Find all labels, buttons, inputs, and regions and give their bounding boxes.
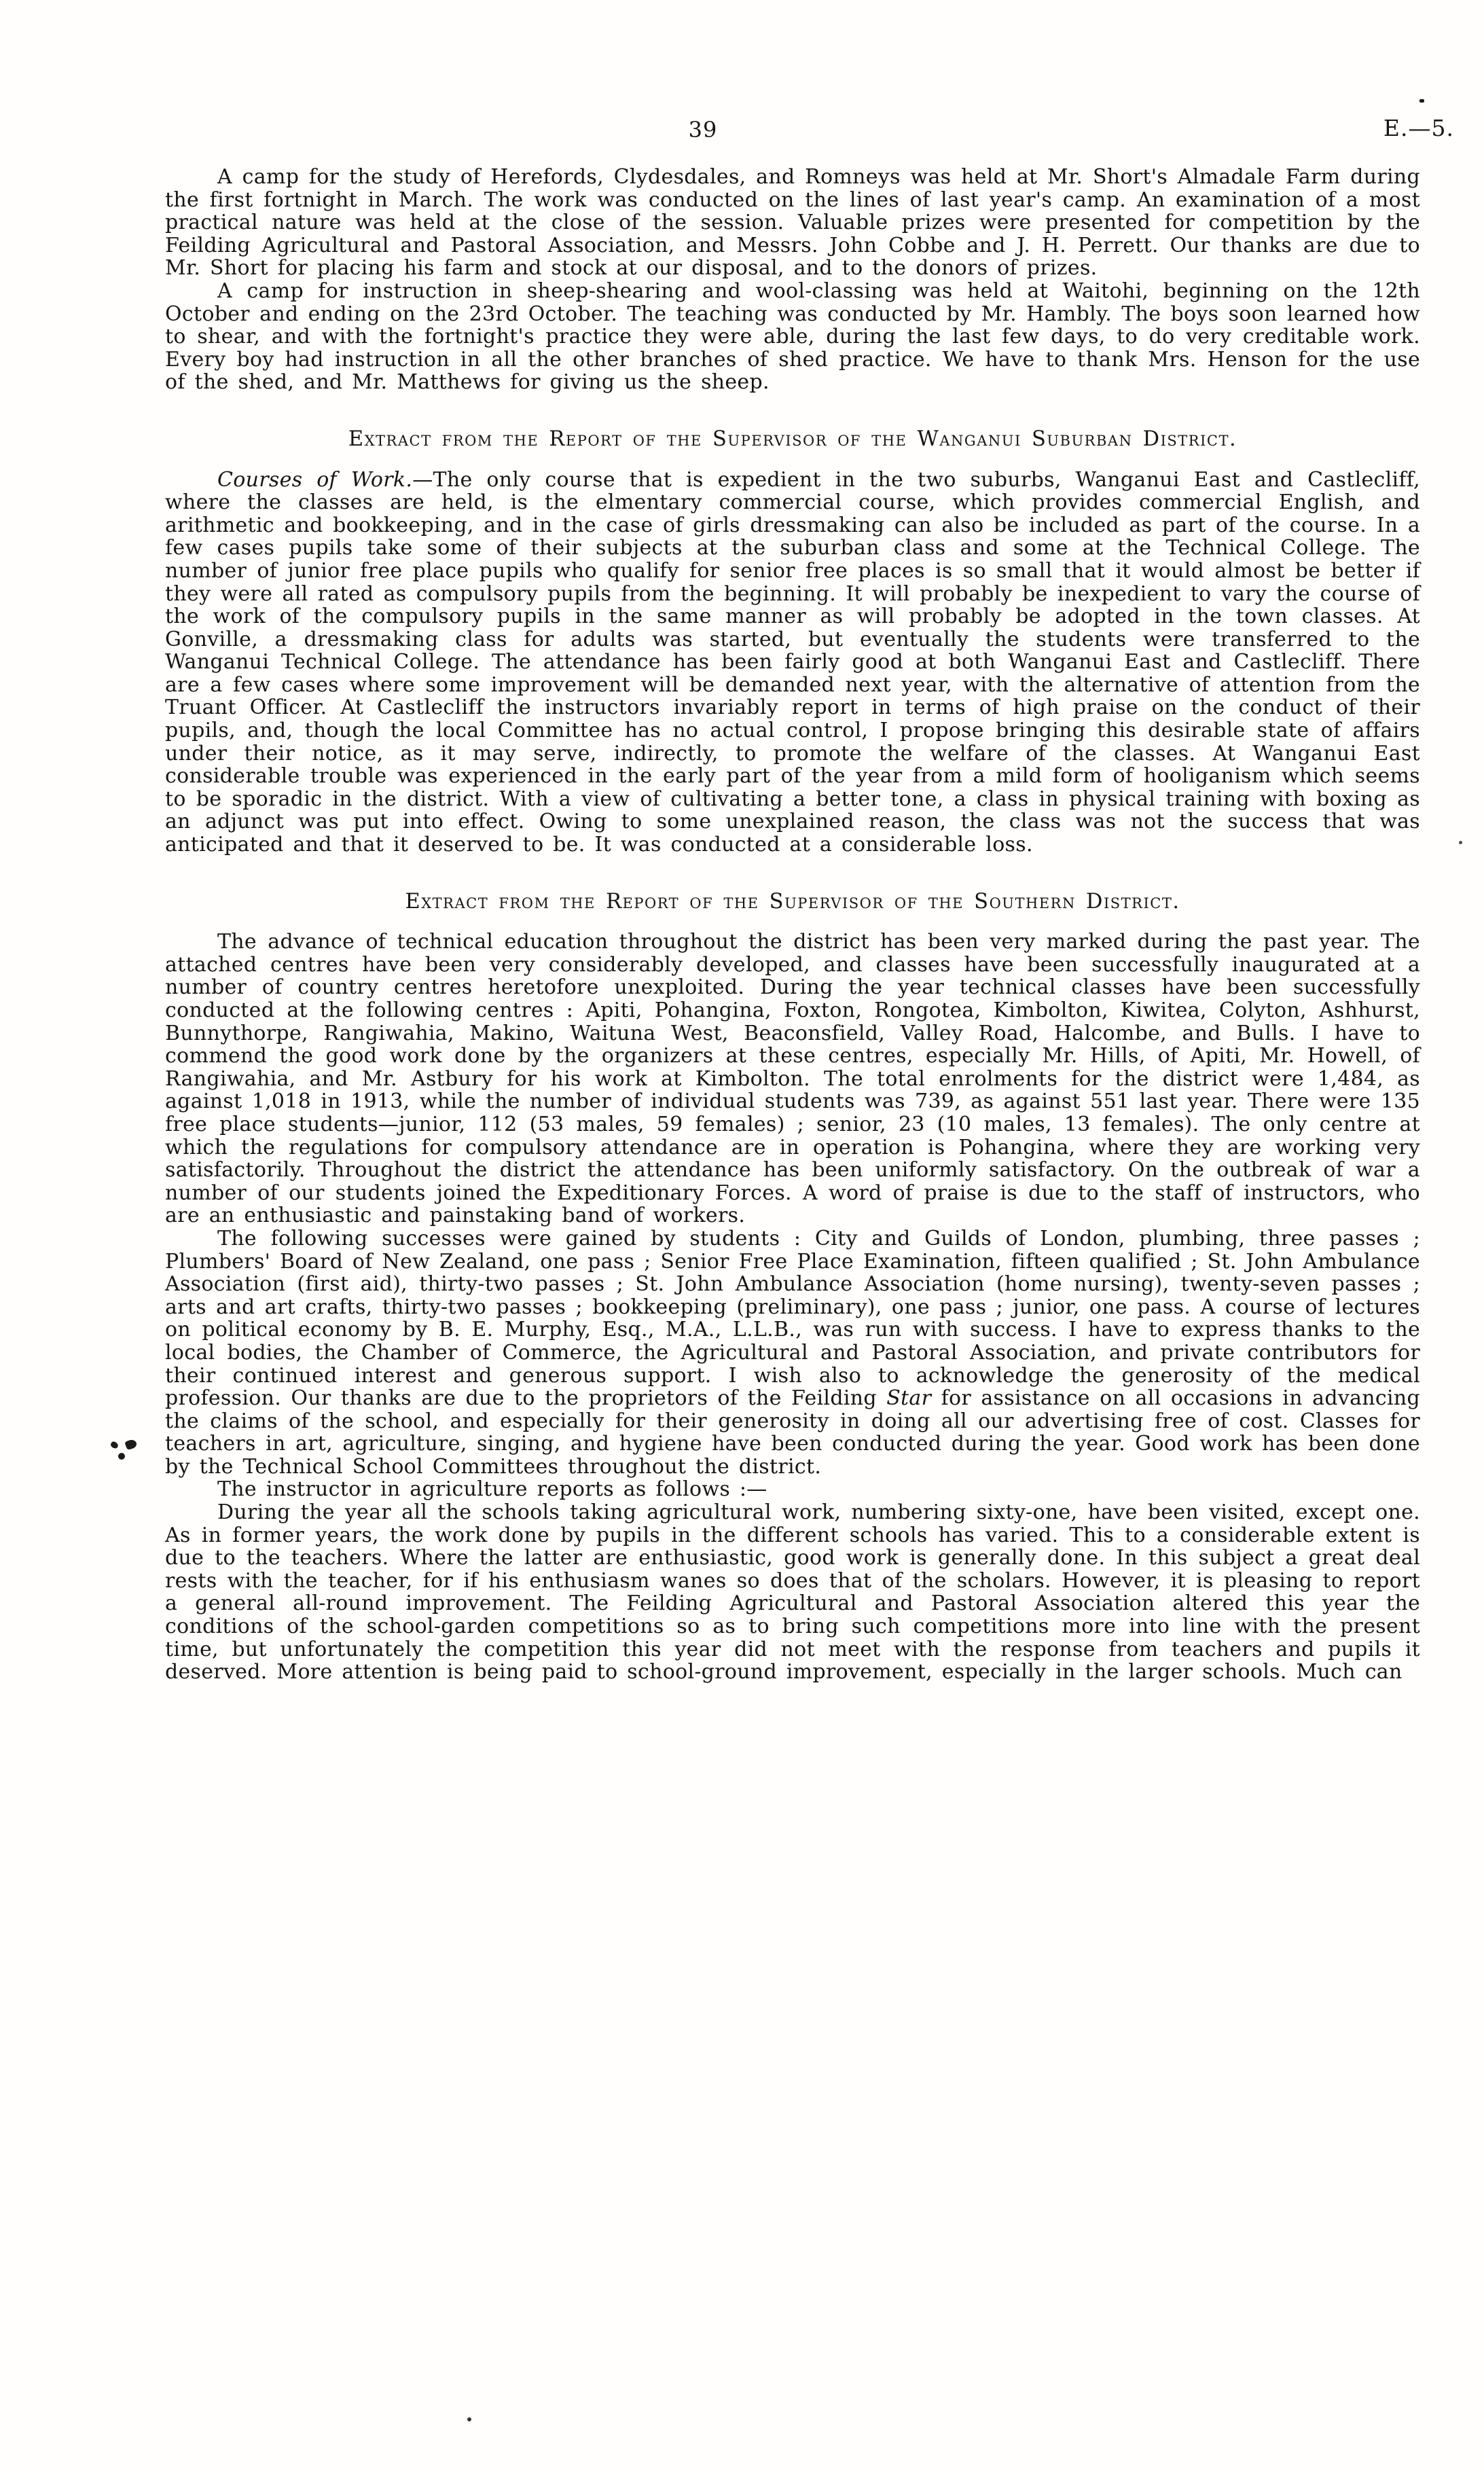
page-number: 39 bbox=[688, 117, 718, 143]
ink-speck bbox=[467, 2417, 471, 2421]
paragraph bbox=[165, 280, 1420, 394]
section-heading: Extract from the Report of the Supervisor of the Southern District. bbox=[405, 889, 1180, 914]
paragraph bbox=[165, 469, 1420, 856]
ink-speck bbox=[1419, 99, 1424, 103]
text-run: The following successes were gained by students : City and Guilds of London, plumbing, three passes ; Plumbers' Board of New Zealand, one pass ; Senior Free Place Examination, fifteen qualified ; St. John Ambulance Association (first aid), thirty-two passes ; St. John Ambulance Association (home nursing), twenty-seven passes ; arts and art crafts, thirty-two passes ; bookkeeping (preliminary), one pass ; junior, one pass. A course of lectures on political economy by B. E. Murphy, Esq., M.A., L.L.B., was run with success. I have to express thanks to the local bodies, the Chamber of Commerce, the Agricultural and Pastoral Association, and private contributors for their continued interest and generous support. I wish also to acknowledge the generosity of the medical profession. Our thanks are due to the proprietors of the Feilding bbox=[165, 1226, 1420, 1411]
ink-blot bbox=[124, 1439, 137, 1451]
paragraph bbox=[165, 1227, 1420, 1479]
text-run: A camp for instruction in sheep-shearing and wool-classing was held at Waitohi, beginning on the 12th October and ending on the 23rd October. The teaching was conducted by Mr. Hambly. The boys soon learned how to shear, and with the fortnight's practice they were able, during the last few days, to do very creditable work. Every boy had instruction in all the other branches of shed practice. We have to thank Mrs. Henson for the use of the shed, and Mr. Matthews for giving us the sheep. bbox=[165, 278, 1420, 395]
text-run: The instructor in agriculture reports as follows :— bbox=[217, 1477, 767, 1502]
ink-blot bbox=[118, 1453, 125, 1460]
text-run: A camp for the study of Herefords, Clydesdales, and Romneys was held at Mr. Short's Almadale Farm during the first fortnight in March. The work was conducted on the lines of last year's camp. An examination of a most practical nature was held at the close of the session. Valuable prizes were presented for competition by the Feilding Agricultural and Pastoral Association, and Messrs. John Cobbe and J. H. Perrett. Our thanks are due to Mr. Short for placing his farm and stock at our disposal, and to the donors of prizes. bbox=[165, 165, 1420, 281]
italic-text: Star bbox=[886, 1386, 932, 1411]
text-run: The advance of technical education throughout the district has been very marked during the past year. The attached centres have been very considerably developed, and classes have been successfully inaugurated at a number of country centres heretofore unexploited. During the year technical classes have been successfully conducted at the following centres : Apiti, Pohangina, Foxton, Rongotea, Kimbolton, Kiwitea, Colyton, Ashhurst, Bunnythorpe, Rangiwahia, Makino, Waituna West, Beaconsfield, Valley Road, Halcombe, and Bulls. I have to commend the good work done by the organizers at these centres, especially Mr. Hills, of Apiti, Mr. Howell, of Rangiwahia, and Mr. Astbury for his work at Kimbolton. The total enrolments for the district were 1,484, as against 1,018 in 1913, while the number of individual students was 739, as against 551 last year. There were 135 free place students—junior, 112 (53 males, 59 females) ; senior, 23 (10 males, 13 females). The only centre at which the regulations for compulsory attendance are in operation is Pohangina, where they are working very satisfactorily. Throughout the district the attendance has been uniformly satisfactory. On the outbreak of war a number of our students joined the Expeditionary Forces. A word of praise is due to the staff of instructors, who are an enthusiastic and painstaking band of workers. bbox=[165, 930, 1420, 1228]
ink-speck bbox=[1459, 841, 1462, 844]
paragraph bbox=[165, 1478, 1420, 1501]
italic-text: Courses of Work. bbox=[217, 467, 413, 492]
text-run: During the year all the schools taking agricultural work, numbering sixty-one, have been visited, except one. As in former years, the work done by pupils in the different schools has varied. This to a considerable extent is due to the teachers. Where the latter are enthusiastic, good work is generally done. In this subject a great deal rests with the teacher, for if his enthusiasm wanes so does that of the scholars. However, it is pleasing to report a general all-round improvement. The Feilding Agricultural and Pastoral Association altered this year the conditions of the school-garden competitions so as to bring such competitions more into line with the present time, but unfortunately the competition this year did not meet with the response from teachers and pupils it deserved. More attention is being paid to school-ground improvement, especially in the larger schools. Much can bbox=[165, 1500, 1420, 1684]
paragraph bbox=[165, 931, 1420, 1227]
paper-code: E.—5. bbox=[1383, 115, 1454, 141]
section-heading: Extract from the Report of the Supervisor of the Wanganui Suburban District. bbox=[348, 427, 1237, 451]
paragraph bbox=[165, 1501, 1420, 1684]
document-content bbox=[165, 166, 1420, 1684]
text-run: —The only course that is expedient in the two suburbs, Wanganui East and Castlecliff, where the classes are held, is the elmentary commercial course, which provides commercial English, and arithmetic and bookkeeping, and in the case of girls dressmaking can also be included as part of the course. In a few cases pupils take some of their subjects at the suburban class and some at the Technical College. The number of junior free place pupils who qualify for senior free places is so small that it would almost be better if they were all rated as compulsory pupils from the beginning. It will probably be inexpedient to vary the course of the work of the compulsory pupils in the same manner as will probably be adopted in the town classes. At Gonville, a dressmaking class for adults was started, but eventually the students were transferred to the Wanganui Technical College. The attendance has been fairly good at both Wanganui East and Castlecliff. There are a few cases where some improvement will be demanded next year, with the alternative of attention from the Truant Officer. At Castlecliff the instructors invariably report in terms of high praise on the conduct of their pupils, and, though the local Committee has no actual control, I propose bringing this desirable state of affairs under their notice, as it may serve, indirectly, to promote the welfare of the classes. At Wanganui East considerable trouble was experienced in the early part of the year from a mild form of hooliganism which seems to be sporadic in the district. With a view of cultivating a better tone, a class in physical training with boxing as an adjunct was put into effect. Owing to some unexplained reason, the class was not the success that was anticipated and that it deserved to be. It was conducted at a considerable loss. bbox=[165, 467, 1420, 857]
paragraph bbox=[165, 166, 1420, 280]
text-run: for assistance on all occasions in advancing the claims of the school, and especially for their generosity in doing all our advertising free of cost. Classes for teachers in art, agriculture, singing, and hygiene have been conducted during the year. Good work has been done by the Technical School Committees throughout the district. bbox=[165, 1386, 1420, 1479]
ink-blot bbox=[110, 1441, 120, 1449]
